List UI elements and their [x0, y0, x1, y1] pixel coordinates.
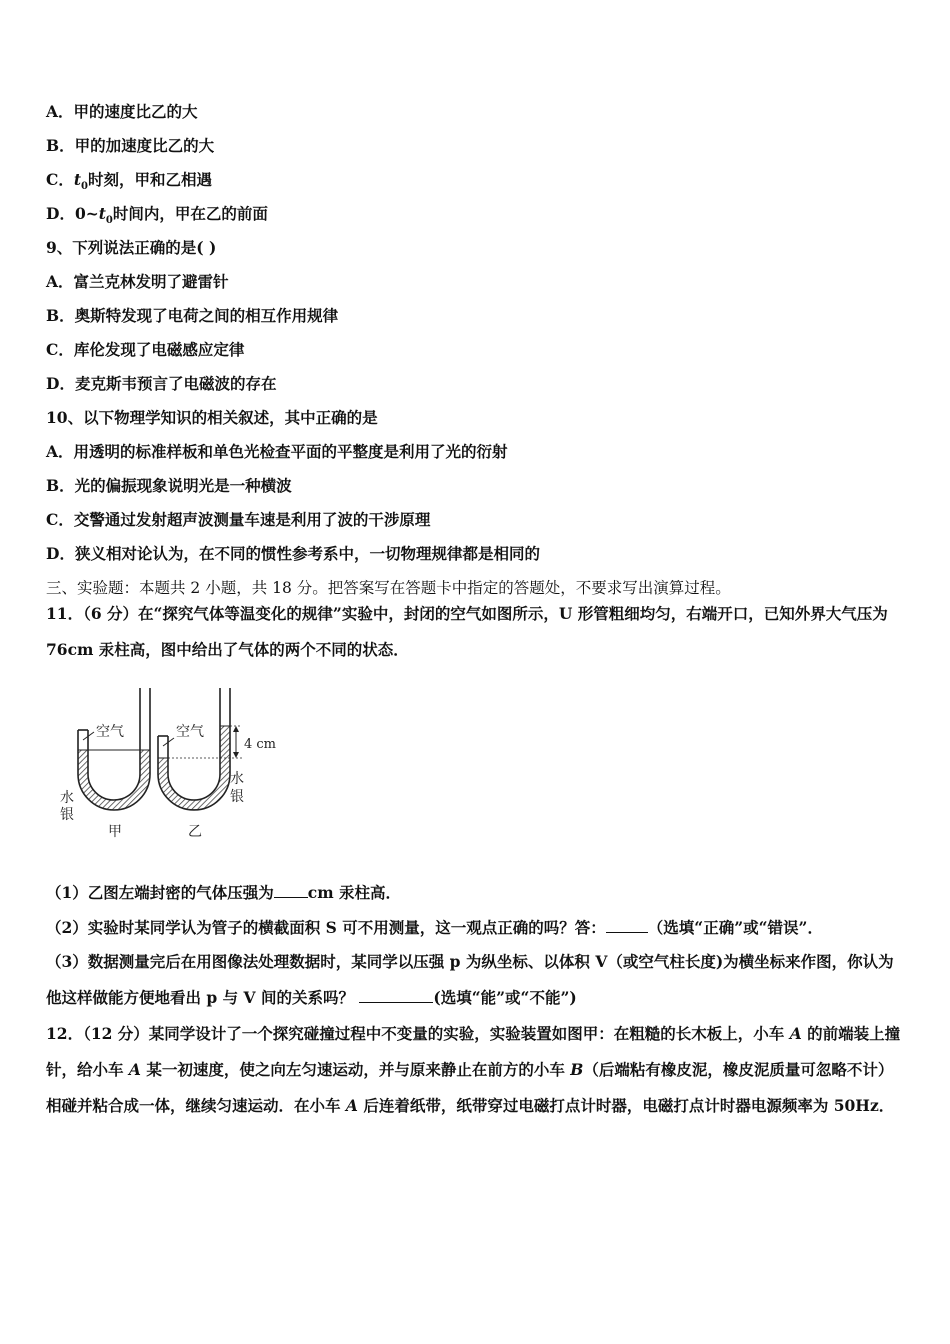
q10-option-d: D．狭义相对论认为，在不同的惯性参考系中，一切物理规律都是相同的	[46, 544, 540, 563]
answer-blank-3[interactable]	[359, 988, 433, 1003]
label-height: 4 cm	[244, 737, 277, 752]
q10-option-a: A．用透明的标准样板和单色光检查平面的平整度是利用了光的衍射	[46, 442, 508, 461]
q11-part3: （3）数据测量完后在用图像法处理数据时，某同学以压强 p 为纵坐标、以体积 V（或空气柱长度)为横坐标来作图，你认为他这样做能方便地看出 p 与 V 间的关系吗？ (选填“能”或“不能”)	[46, 952, 894, 1007]
q10-stem: 10、以下物理学知识的相关叙述，其中正确的是	[46, 408, 378, 427]
u-tube-diagram	[58, 688, 288, 848]
q11-part2: （2）实验时某同学认为管子的横截面积 S 可不用测量，这一观点正确的吗？答： （选填“正确”或“错误”．	[46, 918, 823, 937]
q9-option-b: B．奥斯特发现了电荷之间的相互作用规律	[46, 306, 339, 325]
q11-stem: 11．（6 分）在“探究气体等温变化的规律”实验中，封闭的空气如图所示，U 形管粗细均匀，右端开口，已知外界大气压为 76cm 汞柱高，图中给出了气体的两个不同的状态．	[46, 604, 888, 659]
q8-option-a: A．甲的速度比乙的大	[46, 102, 198, 121]
label-mercury-a-2: 银	[60, 807, 74, 823]
q10-option-b: B．光的偏振现象说明光是一种横波	[46, 476, 292, 495]
q9-stem: 9、下列说法正确的是( )	[46, 238, 217, 257]
q9-option-c: C．库伦发现了电磁感应定律	[46, 340, 245, 359]
label-air-a: 空气	[96, 724, 124, 740]
answer-blank-2[interactable]	[606, 918, 648, 933]
q10-option-c: C．交警通过发射超声波测量车速是利用了波的干涉原理	[46, 510, 431, 529]
q8-option-d: D．$0\sim t_0$时间内，甲在乙的前面	[46, 204, 268, 227]
section-heading: 三、实验题：本题共 2 小题，共 18 分。把答案写在答题卡中指定的答题处，不要求写出演算过程。	[46, 579, 731, 597]
q8-option-b: B．甲的加速度比乙的大	[46, 136, 215, 155]
tube-a	[78, 688, 150, 810]
label-air-b: 空气	[176, 724, 204, 740]
answer-blank-1[interactable]	[274, 883, 308, 898]
caption-b: 乙	[188, 824, 202, 840]
q9-option-d: D．麦克斯韦预言了电磁波的存在	[46, 374, 277, 393]
q11-part1: （1）乙图左端封密的气体压强为 cm 汞柱高．	[46, 883, 402, 902]
q12-stem: 12．（12 分）某同学设计了一个探究碰撞过程中不变量的实验，实验装置如图甲：在粗糙的长木板上，小车 A 的前端装上撞针，给小车 A 某一初速度，使之向左匀速运动，并与原来静止在前方的小车 B（后端粘有橡皮泥，橡皮泥质量可忽略不计）相碰并粘合成一体，继续匀速运动．在小车 A 后连着纸带，纸带穿过电磁打点计时器，电磁打点计时器电源频率为 50Hz．	[46, 1024, 901, 1115]
q8-option-c: C．$t_0$时刻，甲和乙相遇	[46, 170, 212, 193]
caption-a: 甲	[108, 824, 122, 840]
label-mercury-a-1: 水	[60, 790, 74, 806]
label-mercury-b-2: 银	[230, 789, 244, 805]
u-tube-figure	[58, 688, 288, 848]
label-mercury-b-1: 水	[230, 771, 244, 787]
q9-option-a: A．富兰克林发明了避雷针	[46, 272, 229, 291]
